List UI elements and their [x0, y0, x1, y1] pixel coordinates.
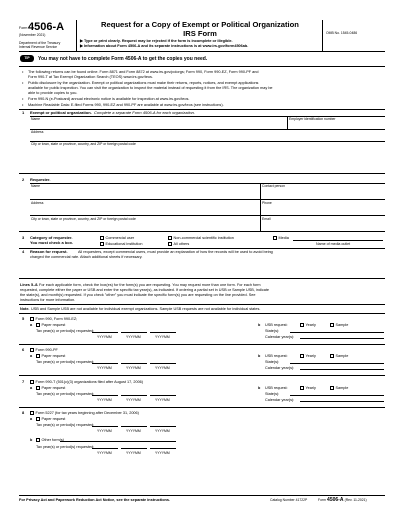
- line4-text-1: All requesters, except commercial users, must provide an explanation of how the records will be used to avoid being: [78, 250, 273, 254]
- line5-taxyear-field-3[interactable]: [150, 329, 176, 333]
- org-name-field[interactable]: [31, 121, 285, 129]
- org-address-field[interactable]: [31, 134, 384, 141]
- form-title-line1: Request for a Copy of Exempt or Political Organization: [101, 20, 299, 29]
- line5-usb-label: USB request:: [265, 323, 288, 327]
- bullet-3: Form 990-N (e-Postcard) annual electronic notice is available for inspection at www.irs.gov/teos.: [28, 97, 190, 101]
- checkbox[interactable]: [300, 323, 304, 327]
- line3-number: 3: [22, 235, 25, 240]
- note-text: USB and Sample USB are not available for individual exempt organizations. Sample USB requests are not available for individual states.: [31, 307, 261, 311]
- requester-city-field[interactable]: [31, 221, 258, 230]
- line5-form-checkbox[interactable]: Form 990, Form 990-EZ;: [30, 317, 77, 322]
- requester-address-field[interactable]: [31, 205, 258, 214]
- form-title-line2: IRS Form: [183, 29, 217, 38]
- line5-taxyear-field-2[interactable]: [121, 329, 147, 333]
- line6-a: a: [30, 354, 33, 358]
- line5-yearly[interactable]: Yearly: [300, 323, 316, 328]
- line6-form-checkbox[interactable]: Form 990-PF: [30, 348, 58, 353]
- line7-calyear-field[interactable]: [300, 398, 384, 402]
- header-instruction-2: ▶ Information about Form 4506-A and its separate instructions is at www.irs.gov/form4506ab.: [80, 44, 249, 48]
- footer-form-number: 4506-A: [327, 497, 344, 503]
- line7-states-field[interactable]: [290, 392, 384, 396]
- line1-number: 1: [22, 110, 25, 115]
- footer-form-label: Form: [318, 498, 326, 502]
- line7-taxyear-field-1[interactable]: [92, 392, 118, 396]
- line6-taxyear-field-2[interactable]: [121, 360, 147, 364]
- media-outlet-label: Name of media outlet: [316, 242, 351, 246]
- line2-email-label: Email: [262, 217, 271, 221]
- bullet-2-line3: able to provide copies to you.: [28, 91, 78, 95]
- category-all-others[interactable]: All others: [168, 242, 189, 247]
- line8-other-taxyear-field-2[interactable]: [121, 445, 147, 449]
- line1-address-label: Address: [31, 130, 44, 134]
- line6-paper[interactable]: Paper request: [36, 354, 65, 359]
- line8-taxyear-field-1[interactable]: [92, 423, 118, 427]
- line6-taxyear-field-1[interactable]: [92, 360, 118, 364]
- line6-b: b: [258, 354, 261, 358]
- tip-badge: [20, 55, 34, 62]
- line2-city-label: City or town, state or province, country, and ZIP or foreign postal code: [31, 217, 136, 221]
- line5-taxyear-field-1[interactable]: [92, 329, 118, 333]
- header-instruction-1: ▶ Type or print clearly. Request may be rejected if the form is incomplete or illegible.: [80, 39, 233, 43]
- checkbox[interactable]: [30, 380, 34, 384]
- line8-other-field[interactable]: [60, 438, 176, 442]
- line2-contact-label: Contact person: [262, 184, 285, 188]
- line8-paper[interactable]: Paper request: [36, 417, 65, 422]
- line7-a: a: [30, 386, 33, 390]
- line6-calyear-field[interactable]: [300, 366, 384, 370]
- bullet-icon: •: [22, 69, 24, 74]
- checkbox[interactable]: [330, 386, 334, 390]
- tip-badge-text: TIP: [24, 56, 30, 60]
- note-label: Note.: [20, 307, 30, 311]
- line1-city-label: City or town, state or province, country, and ZIP or foreign postal code: [31, 142, 136, 146]
- checkbox[interactable]: [168, 242, 172, 246]
- checkbox[interactable]: [330, 354, 334, 358]
- line5-states-label: State(s):: [265, 329, 280, 333]
- treasury-dept: Department of the Treasury: [19, 41, 61, 45]
- line5-calyear-field[interactable]: [300, 335, 384, 339]
- requester-contact-field[interactable]: [262, 188, 384, 196]
- bullet-2-line1: Public disclosure by the organization. Exempt or political organizations must make their returns, reports, notices, and exempt applications: [28, 81, 259, 85]
- requester-name-field[interactable]: [31, 188, 258, 196]
- line2-name-label: Name: [31, 184, 41, 188]
- form-id-block: [19, 20, 75, 50]
- form-label: Form: [19, 26, 28, 30]
- line6-states-label: State(s):: [265, 360, 280, 364]
- line2-address-label: Address: [31, 201, 44, 205]
- line7-usb-label: USB request:: [265, 386, 288, 390]
- tip-text: You may not have to complete Form 4506-A to get the copies you need.: [38, 56, 208, 62]
- line7-b: b: [258, 386, 261, 390]
- lines58-text-4: instructions for more information.: [20, 298, 76, 302]
- org-city-field[interactable]: [31, 146, 384, 173]
- checkbox[interactable]: [300, 386, 304, 390]
- line5-paper[interactable]: Paper request: [36, 323, 65, 328]
- bullet-2-line2: available for public inspection. You can visit the organization to inspect the material instead of requesting it from the IRS. The organization may be: [28, 86, 273, 90]
- checkbox[interactable]: [330, 323, 334, 327]
- line5-number: 5: [22, 316, 25, 321]
- line5-a: a: [30, 323, 33, 327]
- line4-label: Reason for request.: [30, 249, 68, 254]
- line7-form-checkbox[interactable]: Form 990-T (501(c)(3) organizations filed after August 17, 2006): [30, 380, 143, 385]
- lines58-label: Lines 5–8.: [20, 283, 39, 287]
- checkbox[interactable]: [100, 236, 104, 240]
- line8-a: a: [30, 417, 33, 421]
- lines58-text-1: For each applicable form, check the box(es) for the form(s) you are requesting. You may request more than one form. For each form: [39, 283, 261, 287]
- checkbox[interactable]: [100, 242, 104, 246]
- line6-calyear-label: Calendar year(s):: [265, 366, 295, 370]
- line5-sample[interactable]: Sample: [330, 323, 348, 328]
- line3-label-1: Category of requester.: [30, 235, 73, 240]
- line7-taxyear-field-2[interactable]: [121, 392, 147, 396]
- footer-revision: (Rev. 11-2021): [344, 498, 367, 502]
- checkbox[interactable]: [30, 317, 34, 321]
- line8-taxyear-field-2[interactable]: [121, 423, 147, 427]
- line7-states-label: State(s):: [265, 392, 280, 396]
- line2-phone-label: Phone: [262, 201, 272, 205]
- form-number: 4506-A: [28, 21, 65, 33]
- line6-number: 6: [22, 347, 25, 352]
- bullet-1-line1: The following returns can be found online. Form 8871 and Form 8872 at www.irs.gov/polorgs; Form 990, Form 990-EZ, Form 990-PF and: [28, 70, 259, 74]
- line7-sample[interactable]: Sample: [330, 386, 348, 391]
- checkbox[interactable]: [36, 417, 40, 421]
- line1-ein-label: Employer identification number: [289, 117, 336, 121]
- checkbox[interactable]: [36, 438, 40, 442]
- line1-sub: Complete a separate Form 4506-A for each organization.: [94, 110, 196, 115]
- checkbox[interactable]: [30, 411, 34, 415]
- line6-yearly[interactable]: Yearly: [300, 354, 316, 359]
- bullet-icon: •: [22, 102, 24, 107]
- line1-label: Exempt or political organization.: [30, 110, 92, 115]
- requester-phone-field[interactable]: [262, 205, 384, 214]
- line7-calyear-label: Calendar year(s):: [265, 398, 295, 402]
- line8-taxyear-label: Tax year(s) or period(s) requested:: [36, 423, 95, 427]
- line7-yearly[interactable]: Yearly: [300, 386, 316, 391]
- line7-paper[interactable]: Paper request: [36, 386, 65, 391]
- omb-number: OMB No. 1545-0486: [326, 31, 358, 35]
- checkbox[interactable]: [36, 323, 40, 327]
- lines58-text-3: the state(s), and month(s) requested. If you check "other" you must indicate the specific form(s) you are requesting on the line provided. See: [20, 293, 256, 297]
- footer-form-id: [318, 497, 367, 503]
- checkbox[interactable]: [168, 236, 172, 240]
- line7-taxyear-label: Tax year(s) or period(s) requested:: [36, 392, 95, 396]
- line8-other-taxyear-label: Tax year(s) or period(s) requested:: [36, 445, 95, 449]
- line8-number: 8: [22, 410, 25, 415]
- line5-taxyear-label: Tax year(s) or period(s) requested:: [36, 329, 95, 333]
- line8-other-taxyear-field-3[interactable]: [150, 445, 176, 449]
- footer-privacy-notice: For Privacy Act and Paperwork Reduction Act Notice, see the separate instructions.: [19, 498, 171, 502]
- checkbox[interactable]: [273, 236, 277, 240]
- reason-field[interactable]: [30, 261, 384, 277]
- line8-form-checkbox[interactable]: Form 5227 (for tax years beginning after December 31, 2006): [30, 411, 139, 416]
- category-educational[interactable]: Educational institution: [100, 242, 142, 247]
- checkbox[interactable]: [36, 386, 40, 390]
- line8-b: b: [30, 438, 33, 442]
- irs-label: Internal Revenue Service: [19, 45, 58, 49]
- line7-number: 7: [22, 379, 25, 384]
- org-ein-field[interactable]: [289, 121, 384, 129]
- line6-states-field[interactable]: [290, 360, 384, 364]
- line8-other-checkbox[interactable]: Other form(s): [36, 438, 64, 443]
- category-noncommercial[interactable]: Non-commercial scientific institution: [168, 236, 234, 241]
- line5-calyear-label: Calendar year(s):: [265, 335, 295, 339]
- checkbox[interactable]: [300, 354, 304, 358]
- bullet-icon: •: [22, 96, 24, 101]
- line2-label: Requester.: [30, 177, 51, 182]
- requester-email-field[interactable]: [262, 221, 384, 230]
- line6-usb-label: USB request:: [265, 354, 288, 358]
- lines58-text-2: requested, complete either the paper or USB and enter the specific tax year(s), as indicated. If ordering a partial set in USB or Sample USB, indicate: [20, 288, 270, 292]
- category-commercial[interactable]: Commercial user: [100, 236, 134, 241]
- line4-text-2: charged the commercial rate. Attach additional sheets if necessary.: [30, 255, 143, 259]
- line2-number: 2: [22, 177, 25, 182]
- bullet-icon: •: [22, 80, 24, 85]
- footer-catalog: Catalog Number 41722P: [270, 498, 308, 502]
- checkbox[interactable]: [30, 348, 34, 352]
- bullet-4: Machine Readable Data: E-filed Forms 990, 990-EZ and 990-PF are available at www.irs.gov/teos (see instructions).: [28, 103, 224, 107]
- form-revision: (November 2021): [19, 33, 46, 37]
- line3-label-2: You must check a box.: [30, 240, 74, 245]
- line5-b: b: [258, 323, 261, 327]
- line6-sample[interactable]: Sample: [330, 354, 348, 359]
- checkbox[interactable]: [36, 354, 40, 358]
- line6-taxyear-field-3[interactable]: [150, 360, 176, 364]
- line5-states-field[interactable]: [290, 329, 384, 333]
- line8-taxyear-field-3[interactable]: [150, 423, 176, 427]
- line1-name-label: Name: [31, 117, 41, 121]
- line8-other-taxyear-field-1[interactable]: [92, 445, 118, 449]
- bullet-1-line2: Form 990-T at Tax Exempt Organization Search (TEOS) www.irs.gov/teos.: [28, 75, 153, 79]
- line4-number: 4: [22, 249, 25, 254]
- category-media[interactable]: Media: [273, 236, 289, 241]
- line6-taxyear-label: Tax year(s) or period(s) requested:: [36, 360, 95, 364]
- line7-taxyear-field-3[interactable]: [150, 392, 176, 396]
